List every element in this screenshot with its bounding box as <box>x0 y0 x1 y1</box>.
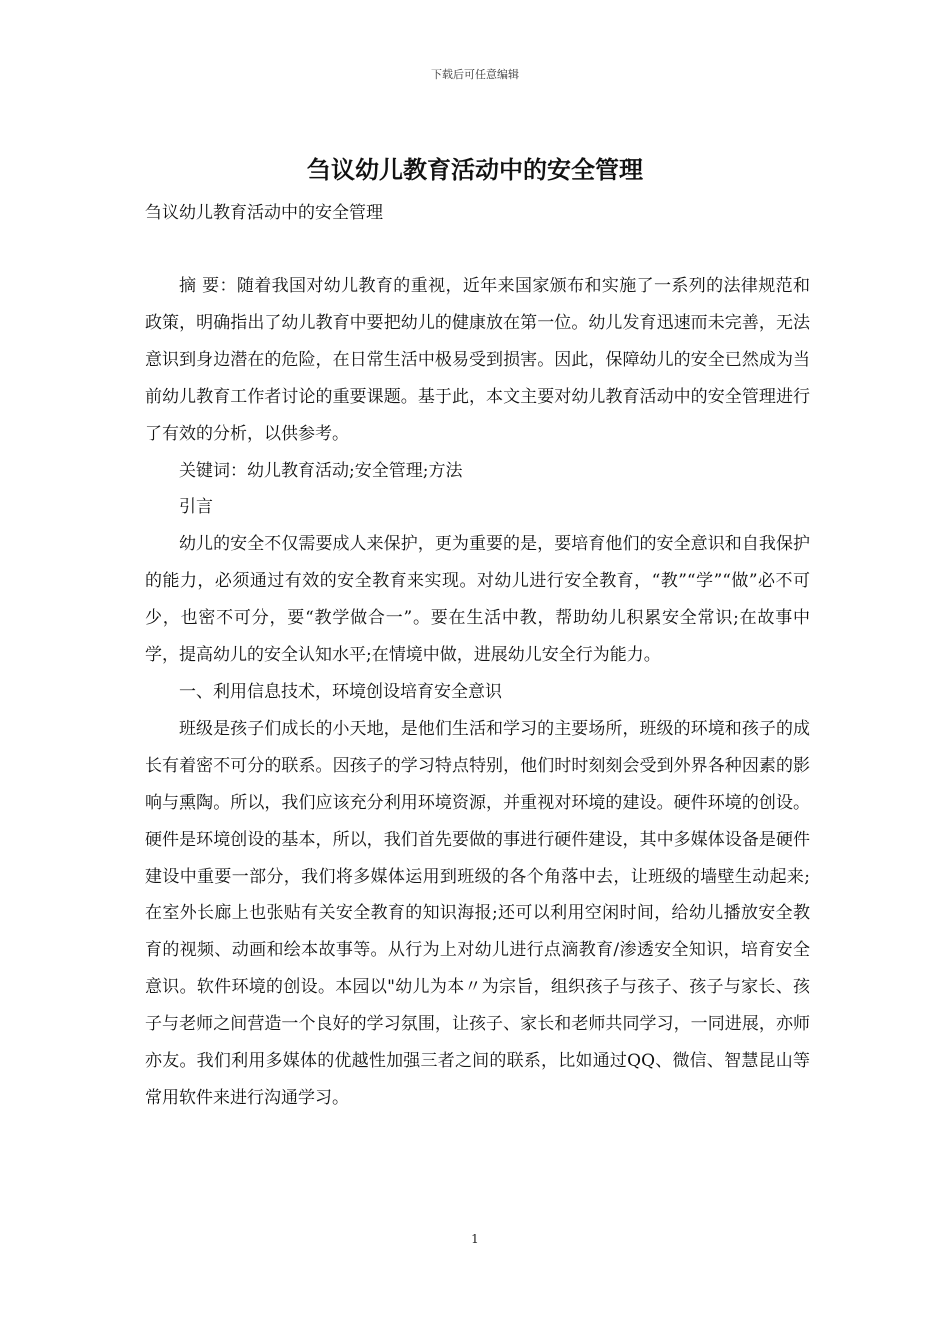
section-one-paragraph: 班级是孩子们成长的小天地，是他们生活和学习的主要场所，班级的环境和孩子的成长有着密不可分的联系。因孩子的学习特点特别，他们时时刻刻会受到外界各种因素的影响与熏陶。所以，我们应该充分利用环境资源，并重视对环境的建设。硬件环境的创设。硬件是环境创设的基本，所以，我们首先要做的事进行硬件建设，其中多媒体设备是硬件建设中重要一部分，我们将多媒体运用到班级的各个角落中去，让班级的墙壁生动起来;在室外长廊上也张贴有关安全教育的知识海报;还可以利用空闲时间，给幼儿播放安全教育的视频、动画和绘本故事等。从行为上对幼儿进行点滴教育/渗透安全知识，培育安全意识。软件环境的创设。本园以"幼儿为本〃为宗旨，组织孩子与孩子、孩子与家长、孩子与老师之间营造一个良好的学习氛围，让孩子、家长和老师共同学习，一同进展，亦师亦友。我们利用多媒体的优越性加强三者之间的联系，比如通过QQ、微信、智慧昆山等常用软件来进行沟通学习。 <box>145 718 810 1108</box>
introduction-paragraph: 幼儿的安全不仅需要成人来保护，更为重要的是，要培育他们的安全意识和自我保护的能力，必须通过有效的安全教育来实现。对幼儿进行安全教育，“教”“学”“做”必不可少，也密不可分，要“教学做合一”。要在生活中教，帮助幼儿积累安全常识;在故事中学，提高幼儿的安全认知水平;在情境中做，进展幼儿安全行为能力。 <box>145 534 810 666</box>
document-body <box>145 268 810 1117</box>
document-title: 刍议幼儿教育活动中的安全管理 <box>307 155 643 184</box>
keywords-paragraph: 关键词：幼儿教育活动;安全管理;方法 <box>179 460 463 481</box>
abstract-paragraph: 摘 要：随着我国对幼儿教育的重视，近年来国家颁布和实施了一系列的法律规范和政策，明确指出了幼儿教育中要把幼儿的健康放在第一位。幼儿发育迅速而未完善，无法意识到身边潜在的危险，在日常生活中极易受到损害。因此，保障幼儿的安全已然成为当前幼儿教育工作者讨论的重要课题。基于此，本文主要对幼儿教育活动中的安全管理进行了有效的分析，以供参考。 <box>145 276 810 444</box>
section-heading-introduction: 引言 <box>179 497 213 518</box>
header-note: 下载后可任意编辑 <box>431 68 519 81</box>
document-subtitle: 刍议幼儿教育活动中的安全管理 <box>145 203 383 223</box>
section-heading-one: 一、利用信息技术，环境创设培育安全意识 <box>179 681 502 702</box>
page-number: 1 <box>471 1232 479 1246</box>
